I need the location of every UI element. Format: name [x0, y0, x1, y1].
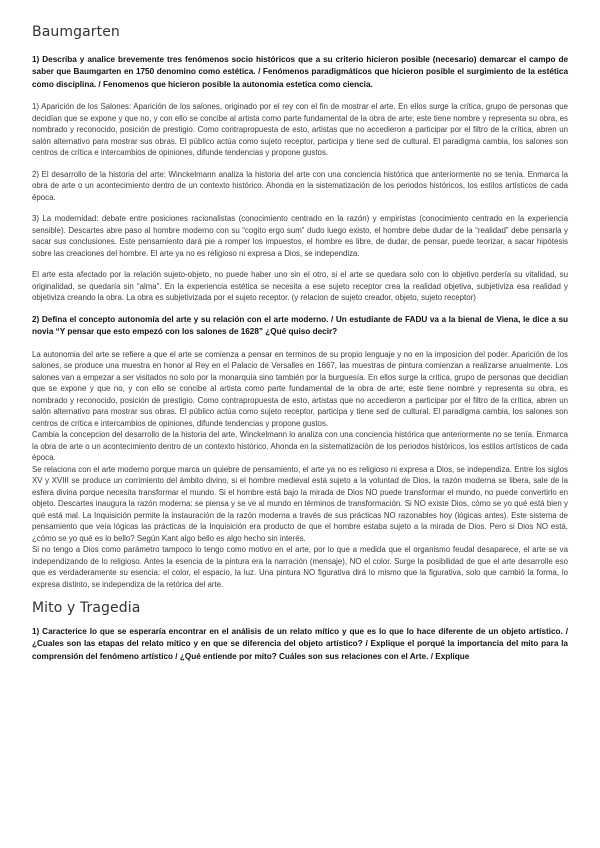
answer-paragraph-dios: Si no tengo a Dios como parámetro tampoco lo tengo como motivo en el arte, por lo que a medida que el organismo feudal desaparece, el arte se va independizando de lo religioso. Antes la esencia de la pintura era la narración (mensaje), NO el color. Surge la posibilidad de que el arte desarrolle eso que es verdaderamente su esencia: el color, el espacio, la luz. Una pintura NO figurativa dirá lo mismo que la figurativa, solo que cambió la forma, lo expresa distinto, se independiza de la retórica del arte.: [32, 545, 568, 589]
question-mito-1: 1) Caracterice lo que se esperaría encontrar en el análisis de un relato mítico y que es lo que lo hace diferente de un objeto artístico. / ¿Cuales son las etapas del relato mítico y en que se diferencia del objeto artístico? / Explique el porqué la importancia del mito para la comprensión del fenómeno artístico / ¿Qué entiende por mito? Cuáles son sus relaciones con el Arte. / Explique: [32, 627, 568, 661]
section-heading-mito: Mito y Tragedia: [32, 600, 141, 617]
answer-paragraph-salones: 1) Aparición de los Salones: Aparición de los salones, originado por el rey con el fin de mostrar el arte. En ellos surge la crítica, grupo de personas que decidían que se expone y que no, y con ello se concibe al artista como parte fundamental de la obra de arte; este tiene nombre y representa su obra, es nombrado y reconocido, posición de prestigio. Como contrapropuesta de esto, artistas que no accedieron a participar por el filtro de la crítica, abren un salón alternativo para mostrar sus obras. El público actúa como sujeto receptor, participa y tiene sed de cultural. El paradigma cambia, los salones son centros de crítica e intercambios de opiniones, difunde tendencias y propone gustos.: [32, 102, 568, 158]
section-heading-baumgarten: Baumgarten: [32, 24, 120, 40]
answer-paragraph-arte-moderno: Se relaciona con el arte moderno porque marca un quiebre de pensamiento, el arte ya no es religioso ni expresa a Dios, se independiza. Entre los siglos XV y XVIII se produce un corrimiento del ámbito divino, si el hombre medieval está sujeto a la voluntad de Dios, la razón moderna se libera, sale de la esfera divina porque necesita transformar el mundo. Si el hombre está bajo la mirada de Dios NO puede transformar el mundo, no puede convertirlo en objeto. Descartes inaugura la razón moderna: se piensa y se ve al mundo en términos de transformación. Si NO existe Dios, cómo se yo qué está bien y qué está mal. La Inquisición permite la instauración de la razón moderna a través de sus prácticas NO razonables hoy (lógicas antes). Este sistema de pensamiento que veía lógicas las prácticas de la Inquisición era producto de que el hombre estaba sujeto a la mirada de Dios. Pero si Dios NO está, ¿cómo se yo qué es lo bello? Según Kant algo bello es algo hecho sin interés.: [32, 464, 568, 543]
question-1: 1) Describa y analice brevemente tres fenómenos socio históricos que a su criterio hicieron posible (necesario) demarcar el campo de saber que Baumgarten en 1750 denomino como estética. / Fenómenos paradigmáticos que hicieron posible el surgimiento de la estética como disciplina. / Fenomenos que hicieron posible la autonomia estetica como ciencia.: [32, 55, 568, 89]
document-page: [32, 24, 568, 673]
answer-paragraph-winckelmann: Cambia la concepcion del desarrollo de la historia del arte, Winckelmann lo analiza con una conciencia histórica que anteriormente no se tenía. Enmarca la obra de arte o un acontecimiento dentro de un contexto histórico. Ahonda en la sistematización de los periodos históricos, los estilos artísticos de cada época.: [32, 430, 568, 463]
answer-paragraph-sujeto-objeto: El arte esta afectado por la relación sujeto-objeto, no puede haber uno sin el otro, si el arte se quedara solo con lo objetivo perdería su vitalidad, su originalidad, se quedaría sin “alma”. En la experiencia estética se necesita a ese sujeto receptor crea la realidad objetiva, subjetiviza esa realidad y objetiviza creando la obra. La obra es subjetivizada por el sujeto receptor. (y relacion de sujeto creador, objeto, sujeto receptor): [32, 270, 568, 303]
question-2: 2) Defina el concepto autonomía del arte y su relación con el arte moderno. / Un estudiante de FADU va a la bienal de Viena, le dice a su novia “Y pensar que esto empezó con los salones de 1628” ¿Qué quiso decir?: [32, 314, 568, 337]
answer-paragraph-modernidad: 3) La modernidad: debate entre posiciones racionalistas (conocimiento centrado en la razón) y empiristas (conocimiento centrado en la experiencia sensible). Descartes abre paso al hombre moderno con su “cogito ergo sum” dudo luego existo, el hombre debe dudar de la “realidad” debe pensarla y sacar sus conclusiones. Este pensamiento dará pie a romper los impuestos, el hombre es libre, de dudar, de pensar, puede teorizar, a sacar hipótesis sobre las creaciones del hombre. El arte ya no es religioso ni expresa a Dios, se independiza.: [32, 214, 568, 258]
answer-paragraph-historia: 2) El desarrollo de la historia del arte: Winckelmann analiza la historia del arte con una conciencia histórica que anteriormente no se tenía. Enmarca la obra de arte o un acontecimiento dentro de un contexto histórico. Ahonda en la sistematización de los periodos históricos, los estilos artísticos de cada época.: [32, 169, 568, 202]
answer-2-block: [32, 349, 568, 591]
answer-paragraph-autonomia: La autonomia del arte se refiere a que el arte se comienza a pensar en terminos de su propio lenguaje y no en la imposicion del poder. Aparición de los salones, se produce una muestra en honor al Rey en el Palacio de Versalles en 1667, las muestras de pintura comienzan a realizarse anualmente. Los salones van a empezar a ser visitados no solo por la monarquía sino también por la burguesía. En ellos surge la crítica, grupo de personas que decidían que se expone y que no, y con ello se concibe al artista como parte fundamental de la obra de arte; este tiene nombre y representa su obra, es nombrado y reconocido, posición de prestigio. Como contrapropuesta de esto, artistas que no accedieron a participar por el filtro de la crítica, abren un salón alternativo para mostrar sus obras. El público actúa como sujeto receptor, participa y tiene sed de cultural. El paradigma cambia, los salones son centros de crítica e intercambios de opiniones, difunde tendencias y propone gustos.: [32, 349, 568, 428]
